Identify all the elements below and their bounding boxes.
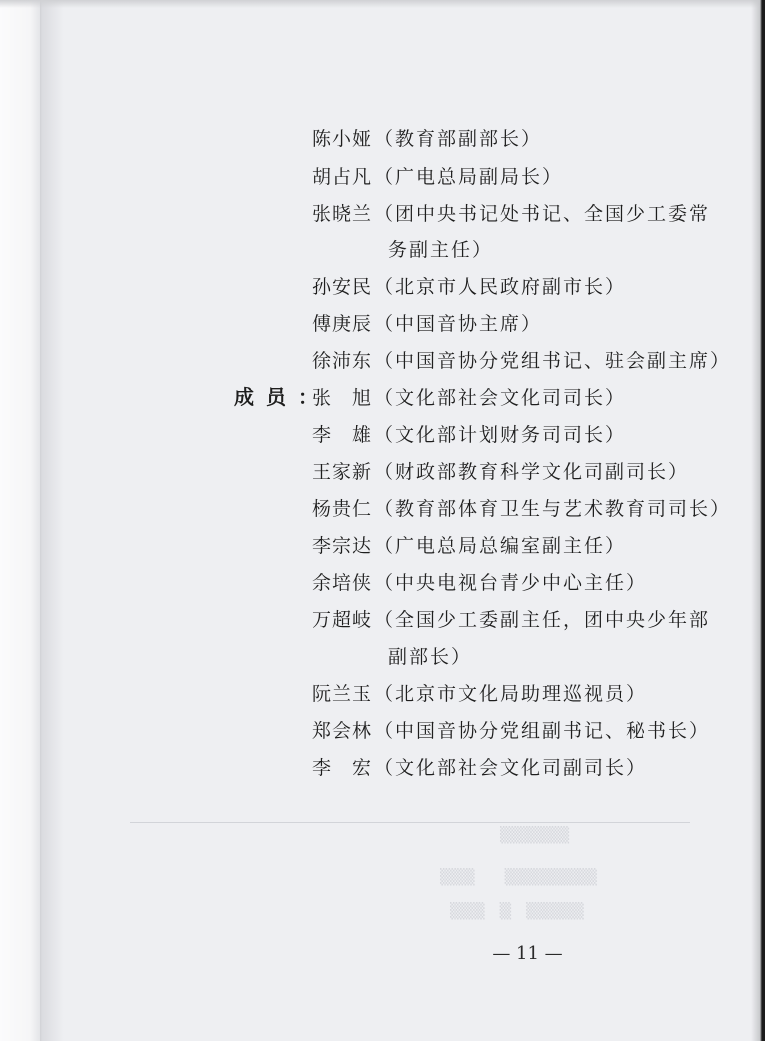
- page-top-edge: [0, 0, 765, 8]
- person-role: （全国少工委副主任，团中央少年部: [374, 609, 711, 631]
- role-continuation: 副部长）: [388, 646, 473, 668]
- page-number: — 11 —: [492, 943, 563, 964]
- person-name: 阮兰玉: [312, 683, 373, 705]
- show-through-text: ▒▒▒ ▒ ▒▒▒▒▒: [450, 902, 584, 920]
- person-role: （教育部副部长）: [374, 128, 543, 150]
- member-row: [312, 572, 647, 594]
- member-row: [312, 498, 731, 520]
- show-through-text: ▒▒▒ ▒▒▒▒▒▒▒▒: [440, 868, 597, 886]
- member-row: [312, 461, 689, 483]
- person-role: （中国音协分党组副书记、秘书长）: [374, 720, 711, 742]
- member-row: [312, 757, 647, 779]
- person-name: 李宗达: [312, 535, 373, 557]
- person-name: 李 雄: [312, 424, 373, 446]
- person-name: 张 旭: [312, 387, 373, 409]
- person-role: （中国音协分党组书记、驻会副主席）: [374, 350, 732, 372]
- person-role: （北京市人民政府副市长）: [374, 276, 627, 298]
- person-role: （广电总局总编室副主任）: [374, 535, 627, 557]
- person-role: （广电总局副局长）: [374, 166, 564, 188]
- binding-shadow: [40, 0, 64, 1041]
- person-name: 孙安民: [312, 276, 373, 298]
- page-left-edge: [0, 0, 42, 1041]
- leader-row: [312, 276, 626, 298]
- member-row: [312, 683, 647, 705]
- person-name: 郑会林: [312, 720, 373, 742]
- leader-row: [312, 166, 563, 188]
- person-role: （文化部社会文化司副司长）: [374, 757, 648, 779]
- members-label: 成员：: [234, 385, 330, 409]
- person-role: （文化部计划财务司司长）: [374, 424, 627, 446]
- leader-row: [312, 203, 710, 225]
- person-name: 杨贵仁: [312, 498, 373, 520]
- person-role: （北京市文化局助理巡视员）: [374, 683, 648, 705]
- person-role: （中央电视台青少中心主任）: [374, 572, 648, 594]
- person-name: 张晓兰: [312, 203, 373, 225]
- leader-row: [312, 313, 542, 335]
- leader-row: [312, 350, 731, 372]
- member-row: [312, 387, 626, 409]
- member-row: [312, 535, 626, 557]
- person-role: （中国音协主席）: [374, 313, 543, 335]
- person-name: 胡占凡: [312, 166, 373, 188]
- member-row: [312, 720, 710, 742]
- person-role: （团中央书记处书记、全国少工委常: [374, 203, 711, 225]
- role-continuation: 务副主任）: [388, 239, 494, 261]
- show-through-text: ▒▒▒▒▒▒: [500, 826, 570, 844]
- person-name: 王家新: [312, 461, 373, 483]
- person-name: 傅庚辰: [312, 313, 373, 335]
- person-name: 陈小娅: [312, 128, 373, 150]
- person-name: 余培侠: [312, 572, 373, 594]
- member-row: [312, 424, 626, 446]
- person-role: （文化部社会文化司司长）: [374, 387, 627, 409]
- show-through-rule: [130, 822, 690, 823]
- person-name: 万超岐: [312, 609, 373, 631]
- member-row: [312, 609, 710, 631]
- leader-row: [312, 128, 542, 150]
- page-right-edge: [751, 0, 765, 1041]
- person-role: （教育部体育卫生与艺术教育司司长）: [374, 498, 732, 520]
- person-name: 徐沛东: [312, 350, 373, 372]
- person-name: 李 宏: [312, 757, 373, 779]
- person-role: （财政部教育科学文化司副司长）: [374, 461, 690, 483]
